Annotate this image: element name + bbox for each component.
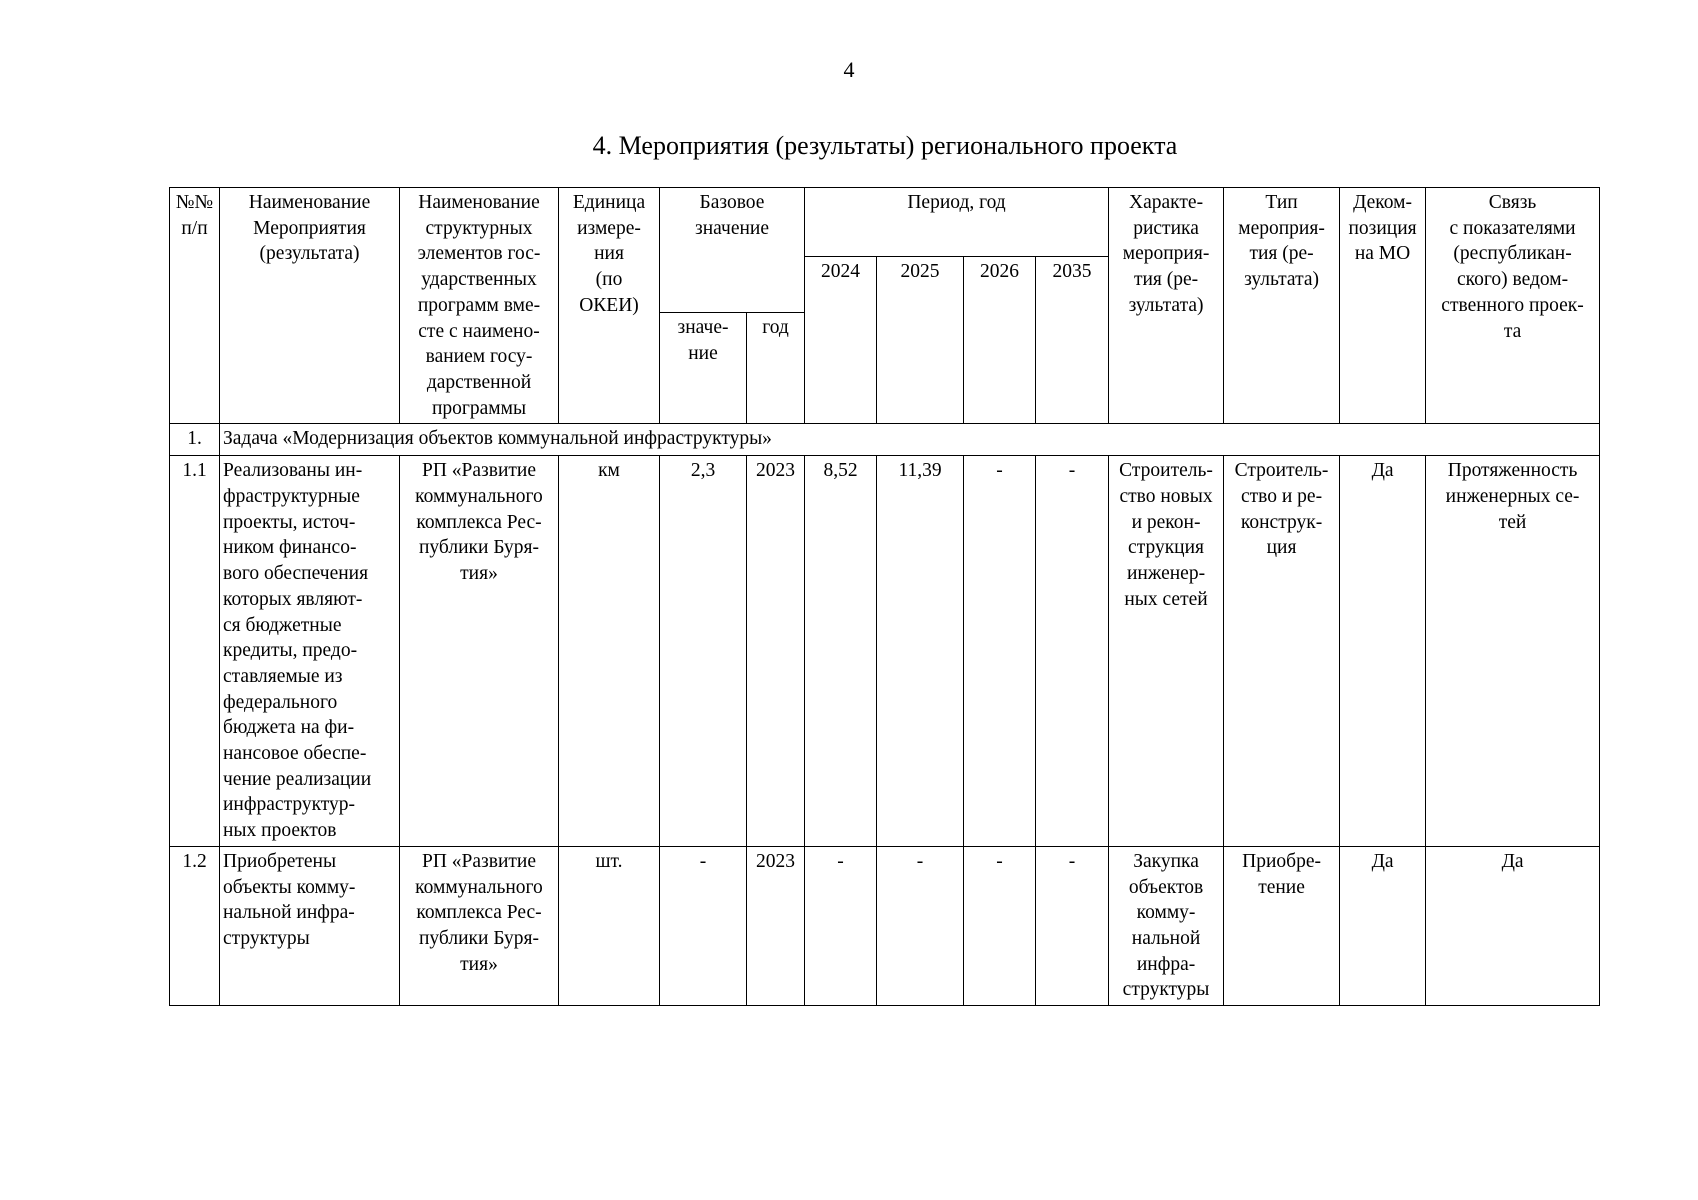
header-year-2024: 2024 bbox=[805, 257, 877, 424]
header-num: №№ п/п bbox=[170, 188, 220, 424]
header-type: Тип мероприя- тия (ре- зультата) bbox=[1224, 188, 1340, 424]
header-year-2025: 2025 bbox=[877, 257, 964, 424]
header-unit: Единица измере- ния (по ОКЕИ) bbox=[559, 188, 660, 424]
header-decomposition: Деком- позиция на МО bbox=[1340, 188, 1426, 424]
row-value-2025: 11,39 bbox=[877, 456, 964, 847]
header-base-year: год bbox=[747, 313, 805, 424]
row-link: Да bbox=[1426, 846, 1600, 1005]
header-row bbox=[170, 188, 1600, 257]
row-value-2024: 8,52 bbox=[805, 456, 877, 847]
task-row bbox=[170, 424, 1600, 456]
measures-table bbox=[169, 187, 1600, 1006]
row-characteristic: Строитель- ство новых и рекон- струкция инженер- ных сетей bbox=[1109, 456, 1224, 847]
row-decomposition: Да bbox=[1340, 456, 1426, 847]
row-value-2024: - bbox=[805, 846, 877, 1005]
row-decomposition: Да bbox=[1340, 846, 1426, 1005]
task-num: 1. bbox=[170, 424, 220, 456]
row-base-year: 2023 bbox=[747, 846, 805, 1005]
table-row bbox=[170, 456, 1600, 847]
row-name: Реализованы ин- фраструктурные проекты, источ- ником финансо- вого обеспечения которых являют- ся бюджетные кредиты, предо- ставляемые из федерального бюджета на фи- нансовое обеспе- чение реализации инфраструктур- ных проектов bbox=[220, 456, 400, 847]
row-base-value: - bbox=[660, 846, 747, 1005]
table-row bbox=[170, 846, 1600, 1005]
row-characteristic: Закупка объектов комму- нальной инфра- структуры bbox=[1109, 846, 1224, 1005]
page-number: 4 bbox=[843, 57, 855, 82]
header-year-2035: 2035 bbox=[1036, 257, 1109, 424]
row-value-2026: - bbox=[964, 456, 1036, 847]
row-link: Протяженность инженерных се- тей bbox=[1426, 456, 1600, 847]
row-unit: шт. bbox=[559, 846, 660, 1005]
row-num: 1.2 bbox=[170, 846, 220, 1005]
row-num: 1.1 bbox=[170, 456, 220, 847]
row-value-2025: - bbox=[877, 846, 964, 1005]
section-title: 4. Мероприятия (результаты) регионального проекта bbox=[592, 131, 1178, 160]
header-base-value: значе- ние bbox=[660, 313, 747, 424]
row-struct: РП «Развитие коммунального комплекса Рес- публики Буря- тия» bbox=[400, 846, 559, 1005]
header-year-2026: 2026 bbox=[964, 257, 1036, 424]
row-value-2035: - bbox=[1036, 846, 1109, 1005]
header-characteristic: Характе- ристика мероприя- тия (ре- зультата) bbox=[1109, 188, 1224, 424]
header-period: Период, год bbox=[805, 188, 1109, 257]
row-struct: РП «Развитие коммунального комплекса Рес- публики Буря- тия» bbox=[400, 456, 559, 847]
row-name: Приобретены объекты комму- нальной инфра- структуры bbox=[220, 846, 400, 1005]
row-type: Приобре- тение bbox=[1224, 846, 1340, 1005]
header-base: Базовое значение bbox=[660, 188, 805, 313]
row-unit: км bbox=[559, 456, 660, 847]
header-name: Наименование Мероприятия (результата) bbox=[220, 188, 400, 424]
header-struct: Наименование структурных элементов гос- ударственных программ вме- сте с наимено- ванием госу- дарственной программы bbox=[400, 188, 559, 424]
row-value-2035: - bbox=[1036, 456, 1109, 847]
row-value-2026: - bbox=[964, 846, 1036, 1005]
task-text: Задача «Модернизация объектов коммунальной инфраструктуры» bbox=[220, 424, 1600, 456]
row-base-value: 2,3 bbox=[660, 456, 747, 847]
header-link: Связь с показателями (республикан- ского) ведом- ственного проек- та bbox=[1426, 188, 1600, 424]
row-type: Строитель- ство и ре- конструк- ция bbox=[1224, 456, 1340, 847]
row-base-year: 2023 bbox=[747, 456, 805, 847]
